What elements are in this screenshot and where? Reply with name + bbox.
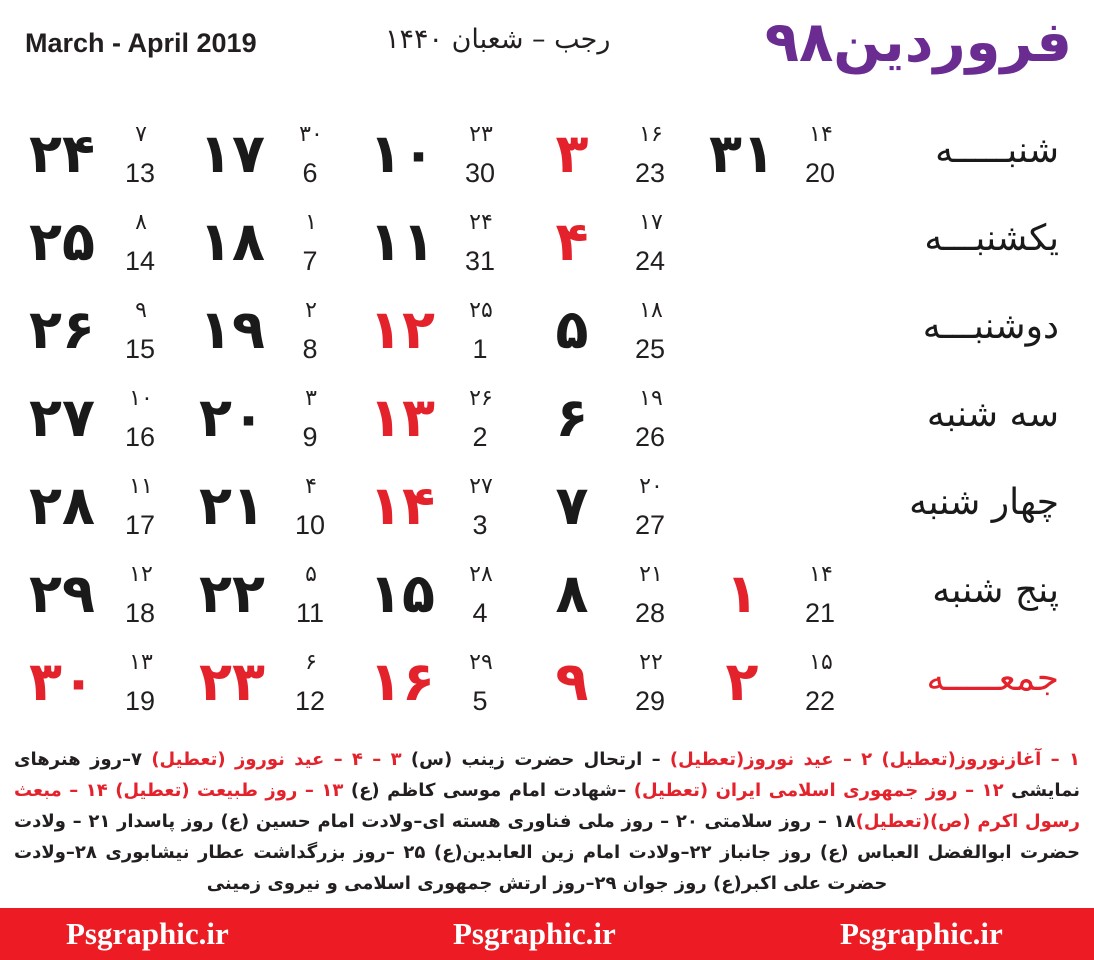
gregorian-day-number: 28 — [634, 598, 666, 628]
event-segment: – ارتحال حضرت زینب (س) — [401, 749, 670, 770]
gregorian-day-number: 21 — [804, 598, 836, 628]
persian-day-number: ۱۹ — [199, 298, 265, 361]
gregorian-month-title: March - April 2019 — [25, 28, 257, 58]
day-cell[interactable] — [190, 386, 360, 466]
hijri-day-number: ۱۵ — [809, 650, 833, 675]
gregorian-day-number: 8 — [302, 334, 318, 364]
gregorian-day-number: 23 — [634, 158, 666, 188]
persian-day-number: ۲۱ — [199, 474, 265, 537]
gregorian-day-number: 19 — [124, 686, 156, 716]
day-cell[interactable] — [530, 474, 700, 554]
gregorian-day-number: 17 — [124, 510, 156, 540]
gregorian-day-number: 11 — [295, 598, 325, 628]
day-cell[interactable] — [360, 474, 530, 554]
day-cell[interactable] — [20, 298, 190, 378]
persian-day-number: ۶ — [555, 386, 589, 449]
persian-day-number: ۲۶ — [29, 298, 95, 361]
day-cell[interactable] — [20, 650, 190, 730]
weekday-label: سه شنبه — [926, 394, 1059, 435]
weekday-label: شنبـــــه — [935, 130, 1059, 171]
persian-day-number: ۳۰ — [29, 650, 95, 713]
day-cell[interactable] — [360, 210, 530, 290]
persian-day-number: ۱۱ — [369, 210, 435, 273]
hijri-day-number: ۹ — [135, 298, 147, 323]
gregorian-day-number: 29 — [634, 686, 666, 716]
day-cell[interactable] — [530, 122, 700, 202]
persian-day-number: ۲۴ — [29, 122, 95, 185]
weekday-label: یکشنبـــه — [924, 218, 1059, 259]
gregorian-day-number: 20 — [804, 158, 836, 188]
footer-link-right[interactable]: Psgraphic.ir — [840, 916, 1003, 951]
gregorian-day-number: 10 — [294, 510, 326, 540]
hijri-day-number: ۲ — [305, 298, 317, 323]
hijri-day-number: ۳ — [305, 386, 317, 411]
day-cell[interactable] — [190, 122, 360, 202]
day-cell[interactable] — [530, 210, 700, 290]
persian-day-number: ۱۵ — [369, 562, 435, 625]
hijri-day-number: ۲۰ — [639, 474, 663, 499]
persian-day-number: ۸ — [555, 562, 589, 625]
persian-day-number: ۱۶ — [369, 650, 435, 713]
gregorian-day-number: 30 — [464, 158, 496, 188]
gregorian-day-number: 14 — [124, 246, 156, 276]
hijri-day-number: ۶ — [305, 650, 317, 675]
persian-day-number: ۱ — [725, 562, 759, 625]
day-cell[interactable] — [530, 298, 700, 378]
persian-day-number: ۷ — [555, 474, 589, 537]
hijri-day-number: ۱۹ — [639, 386, 663, 411]
gregorian-day-number: 1 — [472, 334, 488, 364]
persian-day-number: ۱۲ — [369, 298, 435, 361]
hijri-day-number: ۵ — [305, 562, 317, 587]
persian-day-number: ۲۹ — [29, 562, 95, 625]
gregorian-day-number: 26 — [634, 422, 666, 452]
hijri-day-number: ۷ — [135, 122, 147, 147]
persian-month-title: فروردین۹۸ — [764, 10, 1072, 75]
gregorian-day-number: 13 — [124, 158, 156, 188]
day-cell[interactable] — [20, 122, 190, 202]
hijri-day-number: ۲۹ — [469, 650, 493, 675]
hijri-day-number: ۱ — [305, 210, 317, 235]
hijri-day-number: ۱۷ — [639, 210, 663, 235]
day-cell[interactable] — [360, 650, 530, 730]
day-cell[interactable] — [530, 386, 700, 466]
gregorian-day-number: 2 — [472, 422, 488, 452]
weekday-label: پنج شنبه — [932, 570, 1059, 611]
persian-day-number: ۱۸ — [199, 210, 265, 273]
event-segment: ۱۳ – روز طبیعت (تعطیل) ۱۴ – مبعث رسول اکرم (ص)(تعطیل) — [14, 780, 1081, 832]
event-segment: ۳ – ۴ – عید نوروز (تعطیل) — [151, 749, 402, 770]
day-cell[interactable] — [360, 562, 530, 642]
event-segment: ۷–روز هنرهای نمایشی — [14, 749, 1081, 801]
persian-day-number: ۲۵ — [29, 210, 95, 273]
hijri-day-number: ۳۰ — [299, 122, 323, 147]
hijri-day-number: ۴ — [305, 474, 317, 499]
persian-day-number: ۲۸ — [29, 474, 95, 537]
hijri-day-number: ۲۶ — [469, 386, 493, 411]
day-cell[interactable] — [20, 386, 190, 466]
hijri-day-number: ۲۵ — [469, 298, 493, 323]
hijri-day-number: ۱۲ — [129, 562, 153, 587]
gregorian-day-number: 6 — [302, 158, 318, 188]
gregorian-day-number: 25 — [634, 334, 666, 364]
day-cell[interactable] — [20, 474, 190, 554]
gregorian-day-number: 16 — [124, 422, 156, 452]
hijri-day-number: ۲۸ — [469, 562, 493, 587]
hijri-month-title: رجب – شعبان ۱۴۴۰ — [385, 24, 611, 55]
hijri-day-number: ۱۳ — [129, 650, 153, 675]
persian-day-number: ۲ — [725, 650, 759, 713]
persian-day-number: ۲۲ — [199, 562, 265, 625]
gregorian-day-number: 12 — [294, 686, 326, 716]
hijri-day-number: ۱۸ — [639, 298, 663, 323]
persian-day-number: ۳۱ — [709, 122, 775, 185]
hijri-day-number: ۱۴ — [809, 122, 833, 147]
day-cell[interactable] — [20, 210, 190, 290]
day-cell[interactable] — [190, 650, 360, 730]
gregorian-day-number: 3 — [472, 510, 488, 540]
persian-day-number: ۲۳ — [199, 650, 265, 713]
persian-day-number: ۱۴ — [369, 474, 435, 537]
day-cell[interactable] — [190, 298, 360, 378]
gregorian-day-number: 27 — [634, 510, 666, 540]
hijri-day-number: ۱۶ — [639, 122, 663, 147]
day-cell[interactable] — [360, 122, 530, 202]
gregorian-day-number: 9 — [302, 422, 318, 452]
footer-link-center[interactable]: Psgraphic.ir — [453, 916, 616, 951]
hijri-day-number: ۲۳ — [469, 122, 493, 147]
gregorian-day-number: 4 — [472, 598, 488, 628]
persian-day-number: ۳ — [555, 122, 589, 185]
event-segment: –شهادت امام موسی کاظم (ع) — [343, 780, 634, 801]
day-cell[interactable] — [360, 386, 530, 466]
hijri-day-number: ۲۲ — [639, 650, 663, 675]
persian-day-number: ۵ — [555, 298, 589, 361]
day-cell[interactable] — [530, 562, 700, 642]
hijri-day-number: ۱۱ — [129, 474, 153, 499]
persian-day-number: ۱۷ — [199, 122, 265, 185]
day-cell[interactable] — [530, 650, 700, 730]
footer-link-left[interactable]: Psgraphic.ir — [66, 916, 229, 951]
day-cell[interactable] — [190, 210, 360, 290]
persian-day-number: ۱۰ — [369, 122, 435, 185]
gregorian-day-number: 31 — [464, 246, 496, 276]
weekday-label: چهار شنبه — [909, 482, 1059, 523]
gregorian-day-number: 5 — [472, 686, 488, 716]
persian-day-number: ۲۰ — [199, 386, 265, 449]
hijri-day-number: ۲۷ — [469, 474, 493, 499]
day-cell[interactable] — [20, 562, 190, 642]
hijri-day-number: ۲۴ — [469, 210, 493, 235]
persian-day-number: ۱۳ — [369, 386, 435, 449]
gregorian-day-number: 18 — [124, 598, 156, 628]
persian-day-number: ۲۷ — [29, 386, 95, 449]
hijri-day-number: ۱۰ — [129, 386, 153, 411]
gregorian-day-number: 7 — [302, 246, 318, 276]
gregorian-day-number: 22 — [804, 686, 836, 716]
events-text — [14, 744, 1080, 899]
gregorian-day-number: 15 — [124, 334, 156, 364]
day-cell[interactable] — [190, 474, 360, 554]
hijri-day-number: ۱۴ — [809, 562, 833, 587]
day-cell[interactable] — [190, 562, 360, 642]
persian-day-number: ۴ — [555, 210, 589, 273]
persian-day-number: ۹ — [555, 650, 589, 713]
weekday-label: دوشنبـــه — [922, 306, 1059, 347]
event-segment: ۱ – آغازنوروز(تعطیل) ۲ – عید نوروز(تعطیل) — [669, 749, 1080, 770]
day-cell[interactable] — [700, 650, 870, 730]
event-segment: ۱۸ – روز سلامتی ۲۰ – روز ملی فناوری هسته ای–ولادت امام حسین (ع) روز پاسدار ۲۱ – ولادت حضرت ابوالفضل العباس (ع) روز جانباز ۲۲–ولادت امام زین العابدین(ع) ۲۵ –روز بزرگداشت عطار نیشابوری ۲۸–ولادت حضرت علی اکبر(ع) روز جوان ۲۹–روز ارتش جمهوری اسلامی و نیروی زمینی — [14, 811, 1080, 894]
event-segment: ۱۲ – روز جمهوری اسلامی ایران (تعطیل) — [633, 780, 1004, 801]
day-cell[interactable] — [360, 298, 530, 378]
hijri-day-number: ۸ — [135, 210, 147, 235]
gregorian-day-number: 24 — [634, 246, 666, 276]
footer-bar — [0, 908, 1094, 960]
day-cell[interactable] — [700, 122, 870, 202]
weekday-label: جمعـــــه — [926, 658, 1059, 699]
day-cell[interactable] — [700, 562, 870, 642]
hijri-day-number: ۲۱ — [639, 562, 663, 587]
